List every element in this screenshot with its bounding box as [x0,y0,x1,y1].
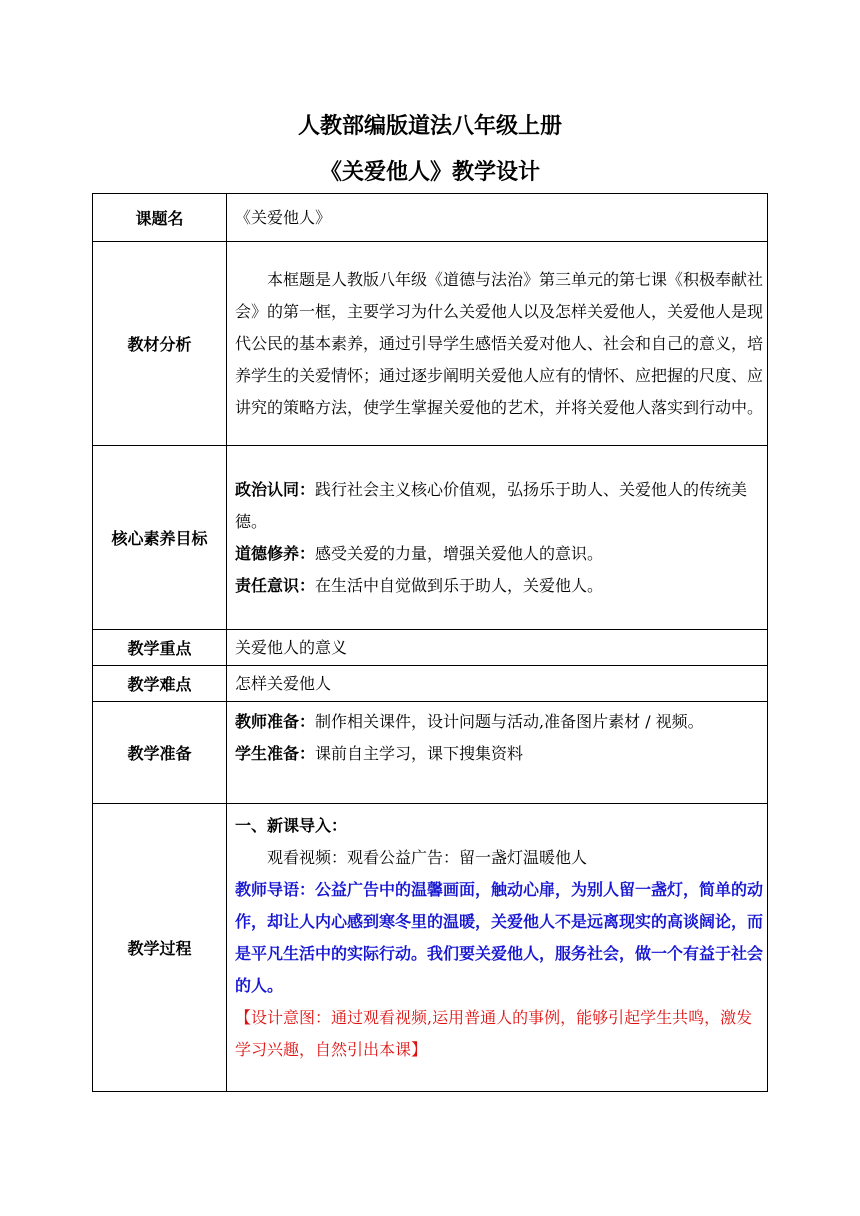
analysis-label: 教材分析 [93,242,227,446]
key-point-value: 关爱他人的意义 [227,630,768,666]
student-prep-name: 学生准备： [235,744,316,763]
preparation-cell [227,702,768,804]
document-subtitle: 《关爱他人》教学设计 [319,160,540,185]
table-row [93,630,768,666]
process-label: 教学过程 [93,804,227,1092]
goal-text: 在生活中自觉做到乐于助人，关爱他人。 [315,575,604,595]
table-row [93,804,768,1092]
difficulty-label: 教学难点 [93,666,227,702]
process-section-title: 一、新课导入： [235,816,348,835]
goals-cell [227,446,768,630]
topic-label: 课题名 [93,194,227,242]
table-row [93,194,768,242]
table-row [93,666,768,702]
topic-value: 《关爱他人》 [227,194,768,242]
analysis-text: 本框题是人教版八年级《道德与法治》第三单元的第七课《积极奉献社会》的第一框，主要学习为什么关爱他人以及怎样关爱他人，关爱他人是现代公民的基本素养，通过引导学生感悟关爱对他人、社会和自己的意义，培养学生的关爱情怀；通过逐步阐明关爱他人应有的情怀、应把握的尺度、应讲究的策略方法，使学生掌握关爱他的艺术，并将关爱他人落实到行动中。 [235,269,764,417]
design-intent: 【设计意图：通过观看视频,运用普通人的事例，能够引起学生共鸣，激发学习兴趣，自然引出本课】 [235,1008,753,1059]
teacher-prep [235,706,763,738]
goal-responsibility [235,570,763,602]
goal-political [235,474,763,538]
table-row [93,446,768,630]
teacher-introduction: 教师导语：公益广告中的温馨画面，触动心扉，为别人留一盏灯，简单的动作，却让人内心感到寒冬里的温暖，关爱他人不是远离现实的高谈阔论，而是平凡生活中的实际行动。我们要关爱他人，服务社会，做一个有益于社会的人。 [235,880,764,995]
goal-moral [235,538,763,570]
process-video-line: 观看视频：观看公益广告：留一盏灯温暖他人 [267,848,588,867]
student-prep-text: 课前自主学习，课下搜集资料 [315,744,524,763]
table-row [93,242,768,446]
teacher-prep-name: 教师准备： [235,712,316,731]
key-point-label: 教学重点 [93,630,227,666]
goal-name: 道德修养： [235,543,316,563]
lesson-plan-table [92,193,768,1092]
student-prep [235,738,763,770]
document-title: 人教部编版道法八年级上册 [297,114,562,139]
goal-text: 感受关爱的力量，增强关爱他人的意识。 [315,543,604,563]
preparation-label: 教学准备 [93,702,227,804]
process-cell [227,804,768,1092]
analysis-cell [227,242,768,446]
goal-name: 政治认同： [235,479,316,499]
table-row [93,702,768,804]
goals-label: 核心素养目标 [93,446,227,630]
goal-text: 践行社会主义核心价值观，弘扬乐于助人、关爱他人的传统美德。 [235,479,748,531]
goal-name: 责任意识： [235,575,316,595]
teacher-prep-text: 制作相关课件，设计问题与活动,准备图片素材 / 视频。 [315,712,704,731]
difficulty-value: 怎样关爱他人 [227,666,768,702]
